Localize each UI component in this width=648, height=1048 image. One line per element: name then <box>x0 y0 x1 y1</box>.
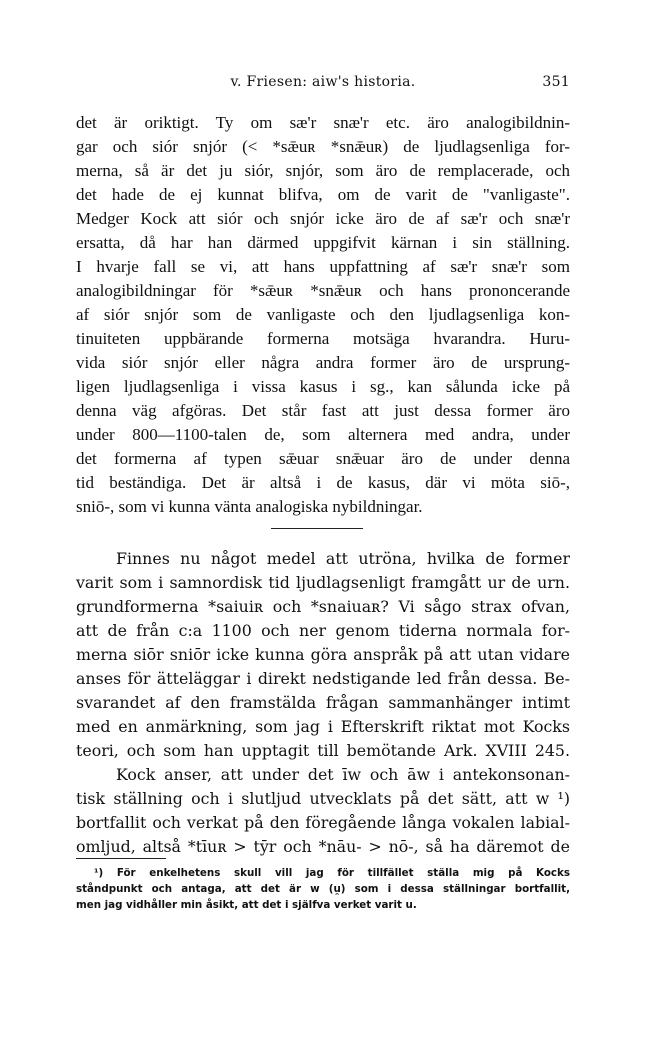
text-line: tisk ställning och i slutljud utvecklats på det sätt, att w ¹) <box>76 789 570 808</box>
text-line: svarandet af den framstälda frågan sammanhänger intimt <box>76 693 570 712</box>
text-line: ersatta, då har han därmed uppgifvit kärnan i sin ställning. <box>76 233 570 252</box>
text-line: det är oriktigt. Ty om sæ'r snæ'r etc. äro analogibildnin- <box>76 113 570 132</box>
running-header <box>76 74 570 94</box>
text-line: Finnes nu något medel att utröna, hvilka de former <box>116 549 570 568</box>
text-line: Medger Kock att siór och snjór icke äro de af sæ'r och snæ'r <box>76 209 570 228</box>
text-line: denna väg afgöras. Det står fast att just dessa former äro <box>76 401 570 420</box>
text-line: tinuiteten uppbärande formerna motsäga hvarandra. Huru- <box>76 329 570 348</box>
text-line: Kock anser, att under det īw och āw i antekonsonan- <box>116 765 570 784</box>
text-line: grundformerna *saiuiʀ och *snaiuaʀ? Vi sågo strax ofvan, <box>76 597 570 616</box>
page-number: 351 <box>542 74 570 90</box>
text-line: gar och siór snjór (< *sǣuʀ *snǣuʀ) de ljudlagsenliga for- <box>76 137 570 156</box>
footnote-line: ¹) För enkelhetens skull vill jag för tillfället ställa mig på Kocks <box>94 867 570 879</box>
text-line: teori, och som han upptagit till bemötande Ark. XVIII 245. <box>76 741 570 760</box>
text-line: I hvarje fall se vi, att hans uppfattning af sæ'r snæ'r som <box>76 257 570 276</box>
text-line: varit som i samnordisk tid ljudlagsenligt framgått ur de urn. <box>76 573 570 592</box>
text-line: det hade de ej kunnat blifva, om de varit de "vanligaste". <box>76 185 570 204</box>
text-line: med en anmärkning, som jag i Efterskrift riktat mot Kocks <box>76 717 570 736</box>
text-line: det formerna af typen sǣuar snǣuar äro de under denna <box>76 449 570 468</box>
text-line: af siór snjór som de vanligaste och den ljudlagsenliga kon- <box>76 305 570 324</box>
text-line: att de från c:a 1100 och ner genom tiderna normala for- <box>76 621 570 640</box>
text-line: sniō-, som vi kunna vänta analogiska nybildningar. <box>76 497 423 516</box>
footnote-line: ståndpunkt och antaga, att det är w (u̯) som i dessa ställningar bortfallit, <box>76 883 570 895</box>
running-title: v. Friesen: aiw's historia. <box>230 74 416 90</box>
text-line: bortfallit och verkat på den föregående långa vokalen labial- <box>76 813 570 832</box>
text-line: analogibildningar för *sǣuʀ *snǣuʀ och hans prononcerande <box>76 281 570 300</box>
footnote-line: men jag vidhåller min åsikt, att det i själfva verket varit u. <box>76 899 417 911</box>
text-line: vida siór snjór eller några andra former äro de ursprung- <box>76 353 570 372</box>
text-line: tid beständiga. Det är altså i de kasus, där vi möta siō-, <box>76 473 570 492</box>
text-line: ligen ljudlagsenliga i vissa kasus i sg., kan sålunda icke på <box>76 377 570 396</box>
text-line: under 800—1100-talen de, som alternera med andra, under <box>76 425 570 444</box>
footnote-rule <box>76 858 166 859</box>
section-divider <box>271 528 363 529</box>
text-line: omljud, altså *tīuʀ > tȳr och *nāu- > nō-, så ha däremot de <box>76 837 570 856</box>
text-line: merna, så är det ju siór, snjór, som äro de remplacerade, och <box>76 161 570 180</box>
text-line: anses för ätteläggar i direkt nedstigande led från dessa. Be- <box>76 669 570 688</box>
text-line: merna siōr sniōr icke kunna göra anspråk på att utan vidare <box>76 645 570 664</box>
